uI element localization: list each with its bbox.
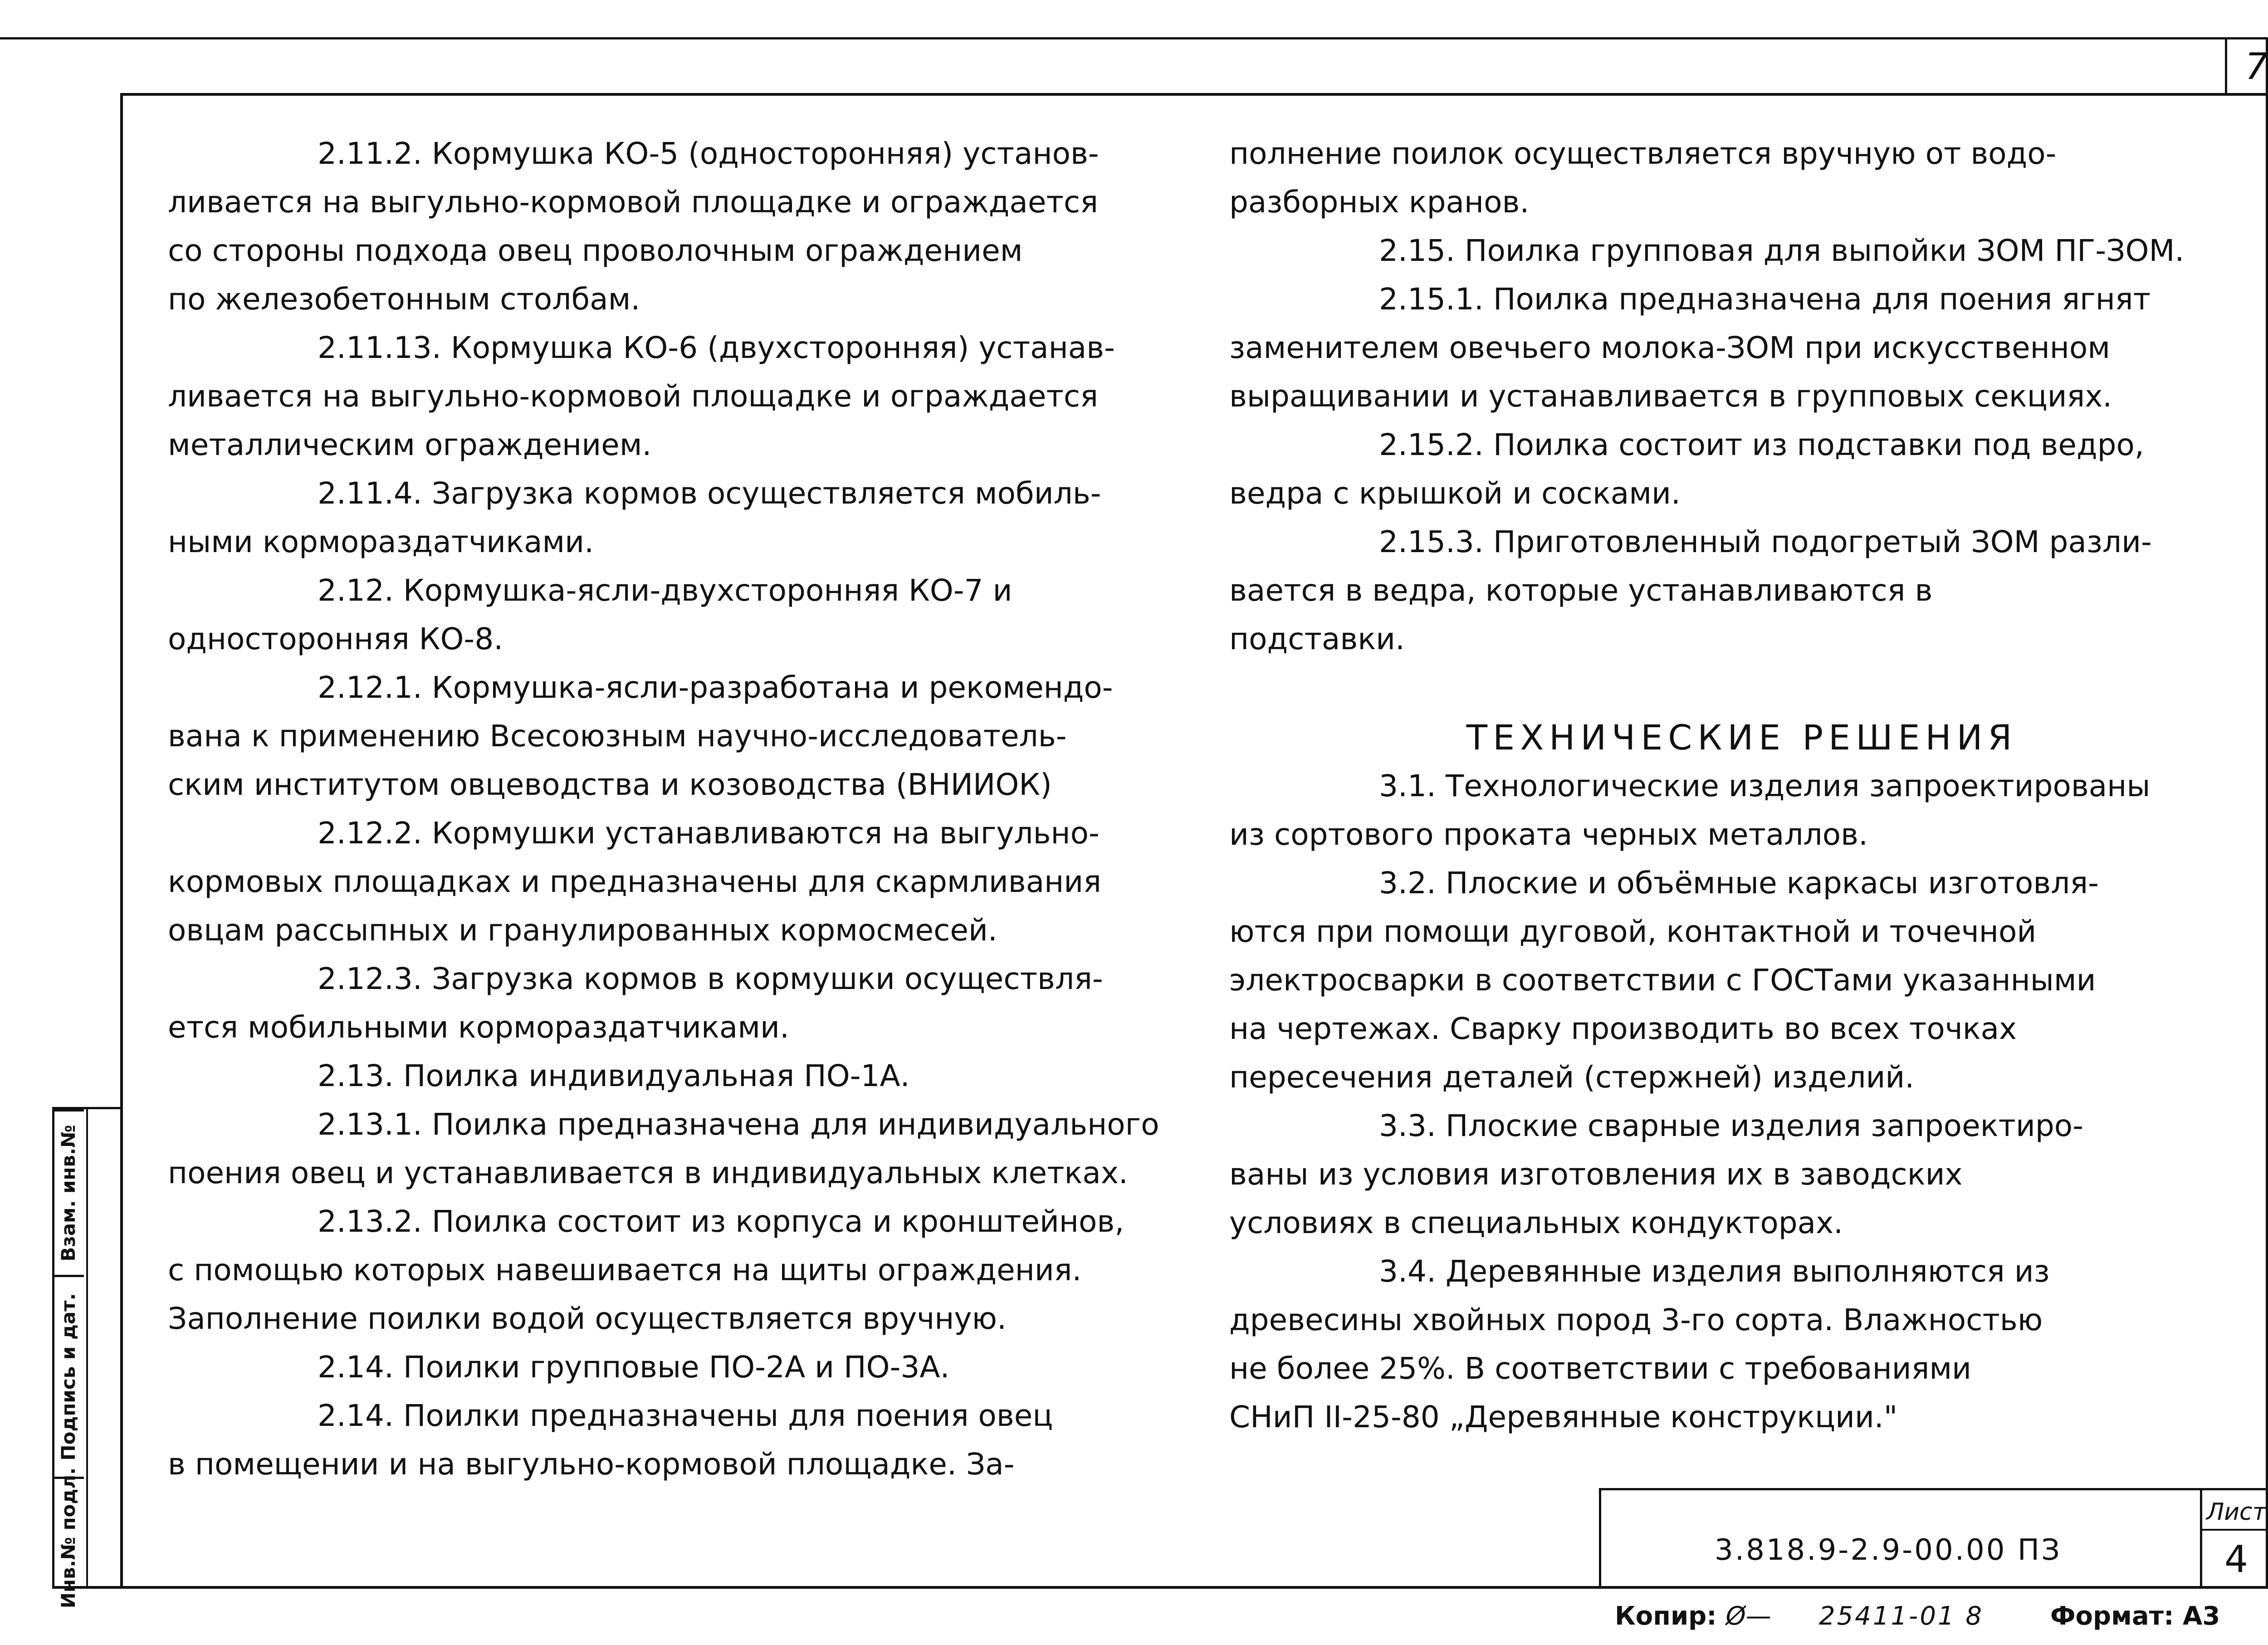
text-line: ливается на выгульно-кормовой площадке и ограждается <box>168 379 1098 414</box>
text-line: 3.3. Плоские сварные изделия запроектиро- <box>1379 1108 2083 1143</box>
text-line: 2.12.3. Загрузка кормов в кормушки осуществля- <box>318 961 1103 996</box>
page-number: 7 <box>2245 45 2268 88</box>
text-line: заменителем овечьего молока-ЗОМ при искусственном <box>1229 330 2111 365</box>
text-line: подставки. <box>1229 622 1405 656</box>
text-line: 2.11.13. Кормушка КО-6 (двухсторонняя) устанав- <box>318 330 1115 365</box>
text-line: пересечения деталей (стержней) изделий. <box>1229 1060 1915 1095</box>
text-line: электросварки в соответствии с ГОСТами указанными <box>1229 963 2096 998</box>
text-line: 3.4. Деревянные изделия выполняются из <box>1379 1254 2050 1289</box>
text-line: 2.13.1. Поилка предназначена для индивидуального <box>318 1107 1159 1142</box>
side-stamp <box>52 1107 120 1609</box>
text-line: древесины хвойных пород 3-го сорта. Влажностью <box>1229 1302 2043 1337</box>
text-line: ским институтом овцеводства и козоводства (ВНИИОК) <box>168 767 1052 802</box>
inv-no-replaced-label: Взам. инв.№ <box>52 1109 84 1275</box>
text-line: 2.15.3. Приготовленный подогретый ЗОМ разли- <box>1379 524 2152 559</box>
text-line: выращивании и устанавливается в групповых секциях. <box>1229 379 2112 414</box>
text-line: овцам рассыпных и гранулированных кормосмесей. <box>168 913 997 948</box>
frame-left <box>120 93 123 1589</box>
text-line: СНиП II-25-80 „Деревянные конструкции." <box>1229 1400 1898 1434</box>
document-code: 3.818.9-2.9-00.00 ПЗ <box>1715 1533 2062 1567</box>
text-line: в помещении и на выгульно-кормовой площадке. За- <box>168 1447 1015 1482</box>
sheet-number: 4 <box>2224 1538 2248 1581</box>
left-column <box>168 129 1211 1488</box>
text-line: ются при помощи дуговой, контактной и точечной <box>1229 914 2037 949</box>
text-line: ведра с крышкой и сосками. <box>1229 476 1681 511</box>
text-line: условиях в специальных кондукторах. <box>1229 1205 1843 1240</box>
text-line: поения овец и устанавливается в индивидуальных клетках. <box>168 1155 1128 1190</box>
text-line: 2.12.1. Кормушка-ясли-разработана и рекомендо- <box>318 670 1113 705</box>
frame-right <box>2266 37 2268 1589</box>
copy-label: Копир: <box>1615 1601 1717 1631</box>
text-line: односторонняя КО-8. <box>168 622 503 656</box>
text-line: на чертежах. Сварку производить во всех точках <box>1229 1011 2017 1046</box>
section-heading: ТЕХНИЧЕСКИЕ РЕШЕНИЯ <box>1466 717 2018 758</box>
title-block-top <box>1599 1488 2268 1490</box>
text-line: с помощью которых навешивается на щиты ограждения. <box>168 1253 1082 1288</box>
frame-bottom <box>52 1586 2268 1589</box>
text-line: 2.15.1. Поилка предназначена для поения ягнят <box>1379 282 2151 317</box>
text-line: 2.12.2. Кормушки устанавливаются на выгульно- <box>318 816 1100 851</box>
text-line: 2.12. Кормушка-ясли-двухсторонняя КО-7 и <box>318 573 1012 608</box>
text-line: по железобетонным столбам. <box>168 282 640 317</box>
text-line: 2.14. Поилки предназначены для поения овец <box>318 1398 1053 1433</box>
text-line: 3.2. Плоские и объёмные каркасы изготовля- <box>1379 866 2099 901</box>
sheet-box-divider <box>2200 1529 2268 1531</box>
right-column <box>1229 129 2254 1441</box>
text-line: не более 25%. В соответствии с требованиями <box>1229 1351 1972 1386</box>
text-line: полнение поилок осуществляется вручную от водо- <box>1229 136 2057 171</box>
inv-no-label: Инв.№ подл. <box>52 1477 84 1597</box>
text-line: ными кормораздатчиками. <box>168 524 594 559</box>
text-line: Заполнение поилки водой осуществляется вручную. <box>168 1301 1007 1336</box>
text-line: ливается на выгульно-кормовой площадке и ограждается <box>168 185 1098 220</box>
text-line: вается в ведра, которые устанавливаются в <box>1229 573 1933 608</box>
copy-value: Ø— <box>1725 1601 1771 1631</box>
text-line: металлическим ограждением. <box>168 427 652 462</box>
title-block-left <box>1599 1488 1601 1589</box>
text-line: из сортового проката черных металлов. <box>1229 817 1868 852</box>
text-line: 3.1. Технологические изделия запроектированы <box>1379 769 2151 803</box>
text-line: вана к применению Всесоюзным научно-исследователь- <box>168 719 1067 754</box>
text-line: 2.14. Поилки групповые ПО-2А и ПО-3А. <box>318 1350 950 1385</box>
format-label: Формат: А3 <box>2050 1601 2220 1631</box>
text-line: разборных кранов. <box>1229 185 1530 220</box>
text-line: со стороны подхода овец проволочным ограждением <box>168 233 1023 268</box>
text-line: 2.15. Поилка групповая для выпойки ЗОМ ПГ-ЗОМ. <box>1379 233 2185 268</box>
signature-date-label: Подпись и дат. <box>52 1275 84 1477</box>
text-line: 2.13.2. Поилка состоит из корпуса и кронштейнов, <box>318 1204 1124 1239</box>
text-line: кормовых площадках и предназначены для скармливания <box>168 864 1101 899</box>
sheet-label: Лист <box>2206 1498 2266 1526</box>
frame-top <box>120 93 2268 96</box>
archive-number: 25411-01 8 <box>1819 1601 1984 1631</box>
text-line: ется мобильными кормораздатчиками. <box>168 1010 789 1045</box>
text-line: 2.13. Поилка индивидуальная ПО-1А. <box>318 1058 910 1093</box>
text-line: 2.11.4. Загрузка кормов осуществляется мобиль- <box>318 476 1101 511</box>
text-line: ваны из условия изготовления их в заводских <box>1229 1157 1963 1192</box>
page-number-box-left <box>2225 37 2227 94</box>
copy-stamp <box>1615 1601 1771 1631</box>
text-line: 2.15.2. Поилка состоит из подставки под ведро, <box>1379 427 2144 462</box>
top-rule <box>0 37 2268 39</box>
text-line: 2.11.2. Кормушка КО-5 (односторонняя) установ- <box>318 136 1099 171</box>
